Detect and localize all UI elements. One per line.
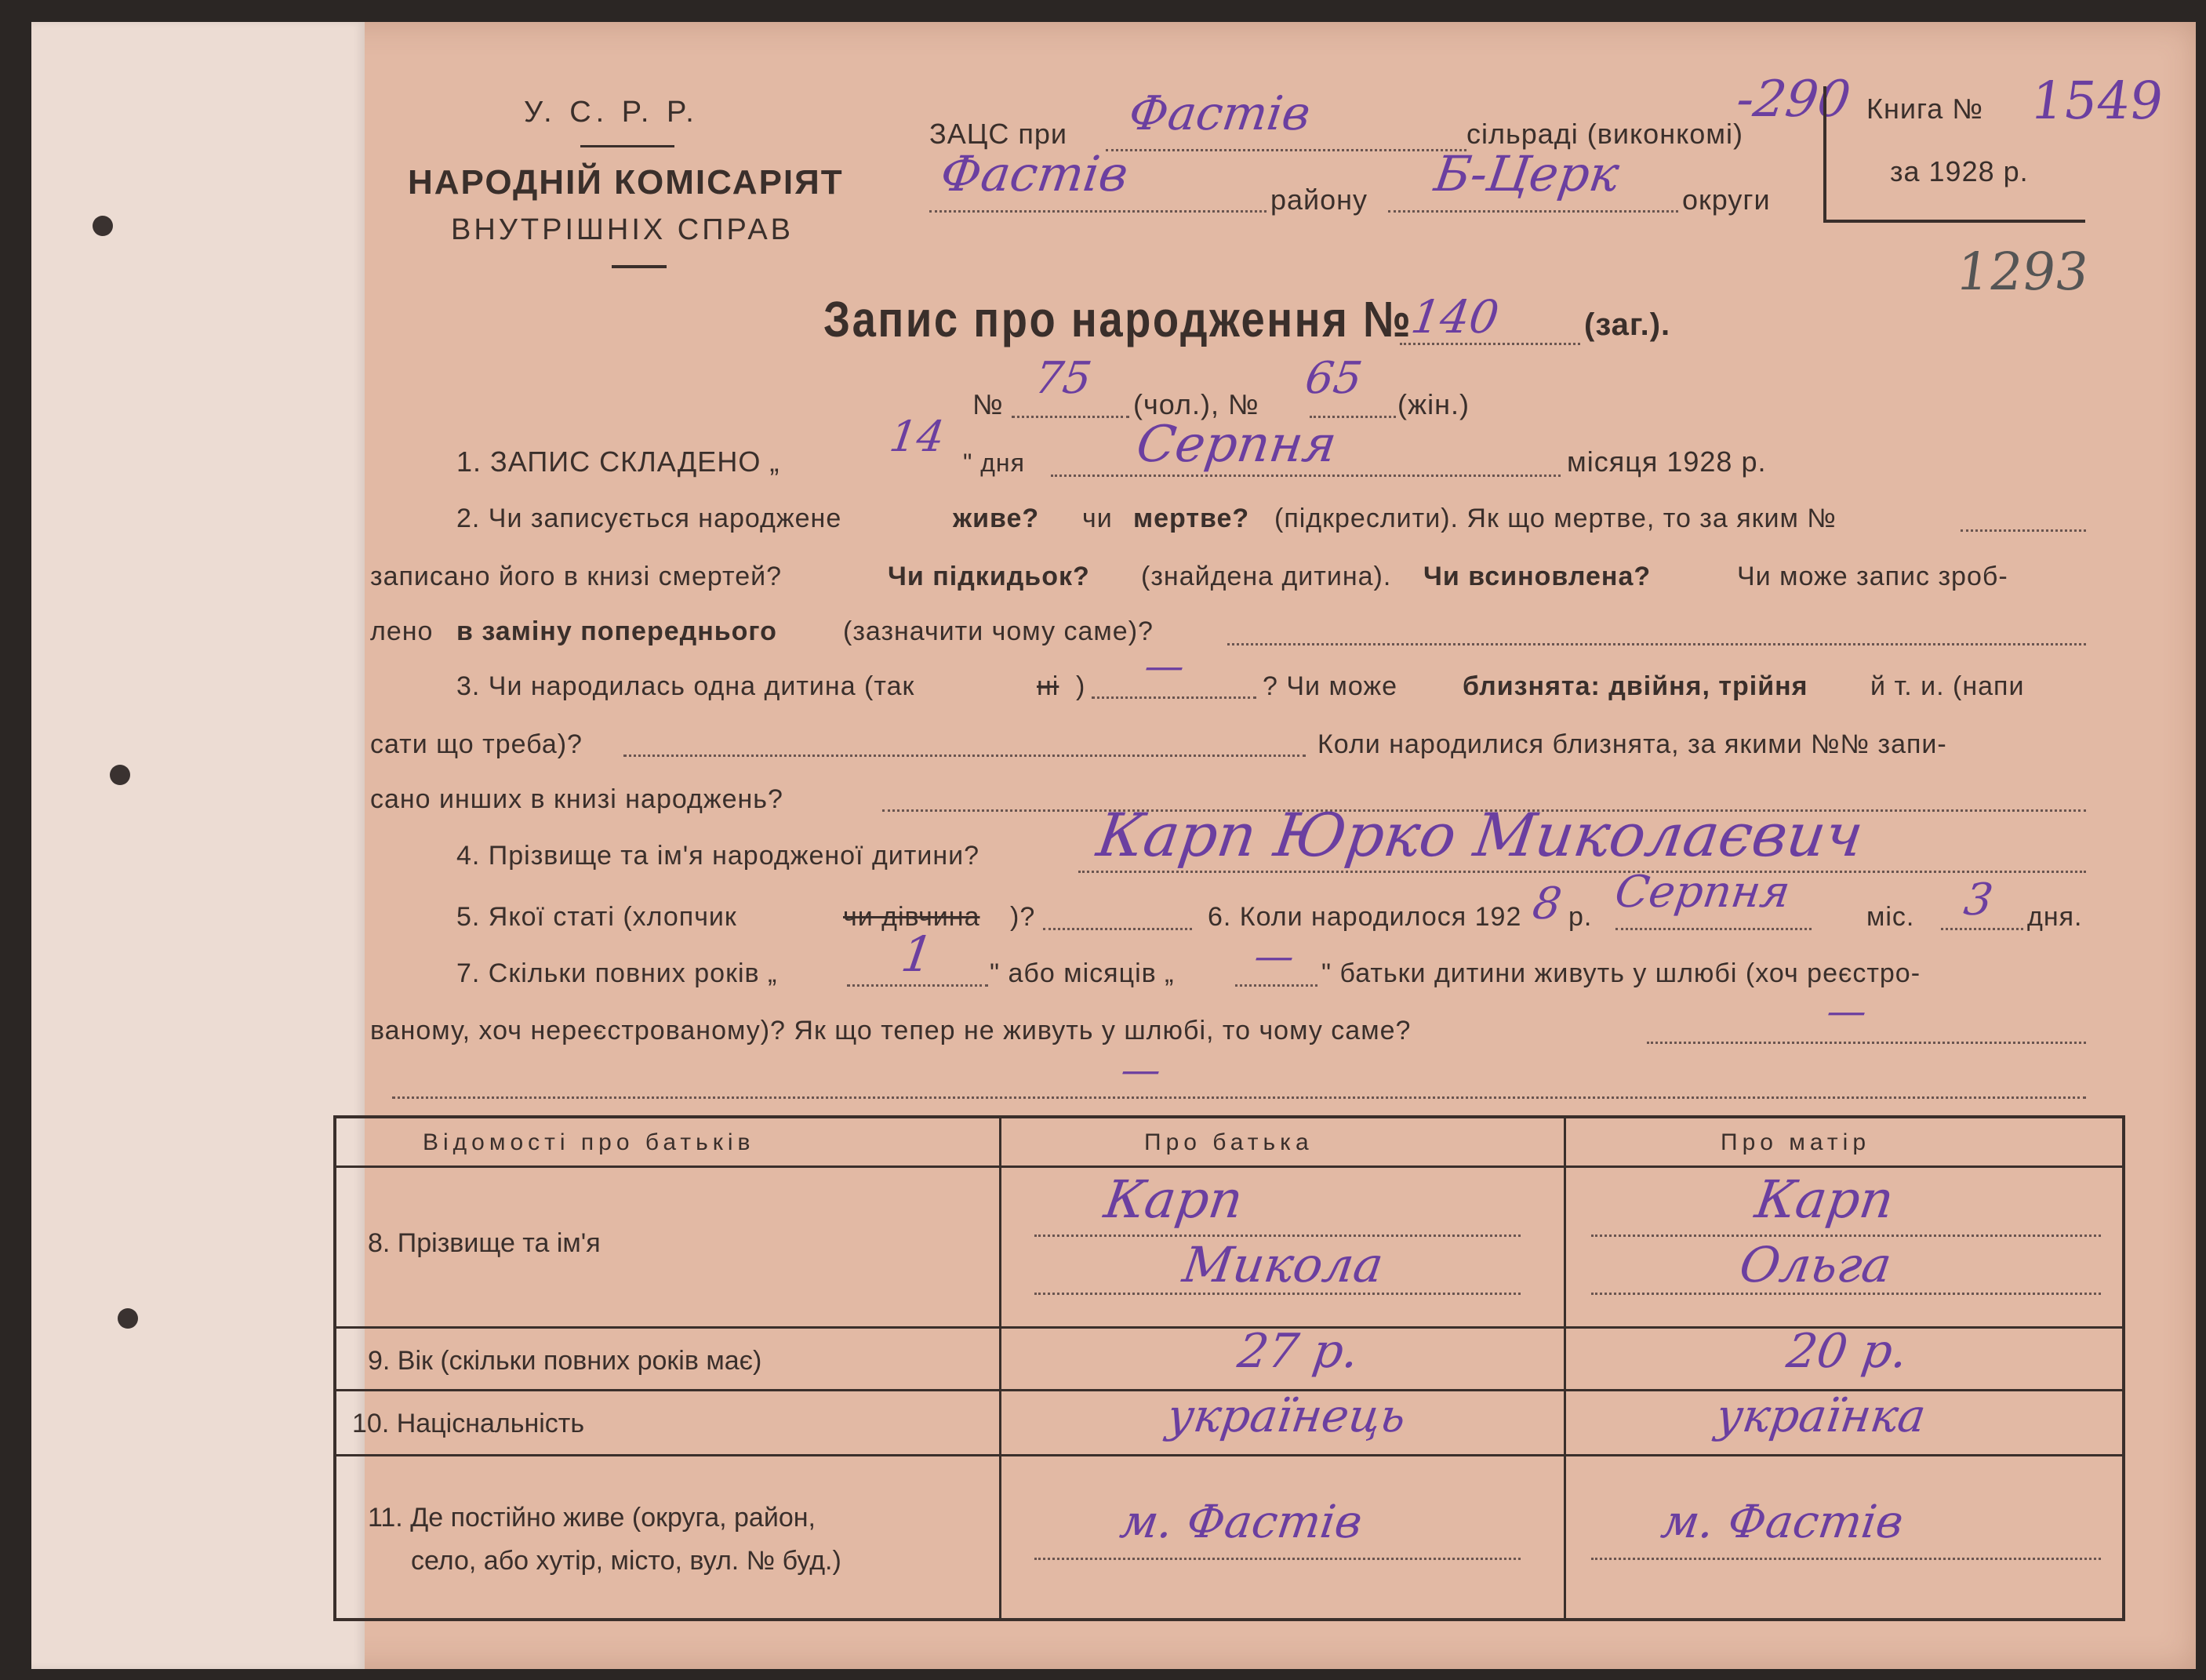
fill-line [1106, 149, 1466, 151]
punch-hole [110, 765, 130, 785]
item5-label-a: 5. Якої статі (хлопчик [456, 902, 737, 932]
punch-hole [118, 1308, 138, 1329]
record-number-handwritten: 140 [1408, 290, 1503, 344]
fill-line [1092, 696, 1256, 699]
okrug-handwritten: Б-Церк [1430, 145, 1623, 202]
row-divider [336, 1454, 2122, 1456]
item3-line1-c: ? Чи може [1263, 671, 1398, 701]
item2-alive: живе? [953, 504, 1040, 533]
item5-label-b: )? [1010, 902, 1036, 932]
item2-adopted: Чи всиновлена? [1423, 562, 1652, 591]
item6-label-d: дня. [2027, 902, 2083, 932]
book-year: за 1928 р. [1890, 155, 2029, 187]
binding-strip [31, 22, 365, 1669]
father-firstname-handwritten: Микола [1179, 1236, 1387, 1293]
row-residence-label-1: 11. Де постійно живе (округа, район, [368, 1503, 816, 1533]
row-age-label: 9. Вік (скільки повних років має) [368, 1346, 762, 1376]
item7-line1-a: 7. Скільки повних років „ [456, 958, 778, 988]
item4-label: 4. Прізвище та ім'я народженої дитини? [456, 841, 980, 871]
item2-dead: мертве? [1133, 504, 1250, 533]
item3-line2-b: Коли народилися близнята, за якими №№ запи- [1317, 729, 1947, 759]
item3-line2-a: сати що треба)? [370, 729, 583, 759]
item3-line1-d: й т. и. (напи [1870, 671, 2025, 701]
item3-dash-handwritten: — [1141, 643, 1188, 689]
header-father: Про батька [1144, 1129, 1314, 1155]
item6-label-a: 6. Коли народилося 192 [1208, 902, 1522, 932]
commissariat-title: НАРОДНІЙ КОМІСАРІЯТ [408, 163, 844, 202]
item1-month-suffix: місяця 1928 р. [1567, 445, 1767, 478]
republic-label: У. С. Р. Р. [524, 96, 699, 129]
header-info: Відомості про батьків [423, 1129, 755, 1155]
fill-line [1227, 643, 2086, 645]
item2-line1-a: 2. Чи записується народжене [456, 504, 842, 533]
fill-line [1961, 529, 2086, 532]
row-residence-label-2: село, або хутір, місто, вул. № буд.) [411, 1546, 841, 1576]
mother-residence-handwritten: м. Фастів [1658, 1495, 1907, 1548]
row-name-label: 8. Прізвище та ім'я [368, 1228, 601, 1258]
district-handwritten: Фастів [936, 145, 1132, 202]
header-mother: Про матір [1721, 1129, 1871, 1155]
corner-number-handwritten: 1293 [1952, 242, 2093, 302]
father-surname-handwritten: Карп [1100, 1169, 1247, 1230]
divider [580, 145, 674, 147]
book-prefix-handwritten: -290 [1732, 71, 1854, 129]
male-number-handwritten: 75 [1031, 353, 1095, 404]
item3-ni-struck: ні [1037, 671, 1059, 701]
item7-years-handwritten: 1 [897, 925, 937, 983]
fill-line [1078, 871, 2086, 873]
row-nationality-label: 10. Націснальність [352, 1409, 585, 1438]
item7-months-handwritten: — [1251, 933, 1298, 979]
item7-line1-c: " батьки дитини живуть у шлюбі (хоч реєстро- [1321, 958, 1921, 988]
female-number-suffix: (жін.) [1397, 388, 1470, 420]
row-divider [336, 1165, 2122, 1168]
item3-line1-b: ) [1076, 671, 1086, 701]
item5-struck: чи дівчина [843, 902, 980, 932]
fill-line [1051, 475, 1561, 477]
item7-extra-dash: — [1118, 1047, 1165, 1093]
male-number-suffix: (чол.), № [1133, 388, 1259, 420]
fill-line [847, 984, 988, 987]
selradi-label: сільраді (виконкомі) [1466, 118, 1743, 150]
item2-line1-b: (підкреслити). Як що мертве, то за яким № [1274, 504, 1837, 533]
item1-day-suffix: " дня [963, 449, 1025, 477]
item1-day-handwritten: 14 [886, 412, 948, 461]
child-name-handwritten: Карп Юрко Миколаєвич [1092, 800, 1868, 870]
item6-day-handwritten: 3 [1961, 875, 1997, 925]
item6-month-handwritten: Серпня [1612, 867, 1794, 918]
fill-line [1235, 984, 1317, 987]
mother-surname-handwritten: Карп [1751, 1169, 1898, 1230]
father-nationality-handwritten: українець [1164, 1389, 1409, 1442]
item3-twins: близнята: двійня, трійня [1463, 671, 1808, 701]
item2-or: чи [1082, 504, 1113, 533]
punch-hole [93, 216, 113, 236]
item2-foundling: Чи підкидьок? [888, 562, 1090, 591]
fill-line [1591, 1558, 2101, 1560]
item2-line3-b: (зазначити чому саме)? [843, 616, 1154, 646]
fill-line [1647, 1042, 2086, 1044]
item2-line2-b: (знайдена дитина). [1141, 562, 1392, 591]
column-divider [999, 1118, 1001, 1618]
book-number-handwritten: 1549 [2026, 71, 2168, 131]
mother-firstname-handwritten: Ольга [1735, 1236, 1895, 1293]
okrug-label: округи [1682, 184, 1771, 216]
item7-line1-b: " або місяців „ [990, 958, 1175, 988]
item1-label: 1. ЗАПИС СКЛАДЕНО „ [456, 445, 780, 478]
column-divider [1564, 1118, 1566, 1618]
fill-line [929, 210, 1267, 213]
fill-line [392, 1096, 2086, 1099]
mother-age-handwritten: 20 р. [1783, 1324, 1911, 1379]
record-title-suffix: (заг.). [1584, 307, 1671, 342]
record-title: Запис про народження № [823, 291, 1413, 347]
divider [612, 265, 667, 268]
fill-line [1615, 928, 1812, 930]
fill-line [1012, 416, 1129, 418]
fill-line [1034, 1558, 1521, 1560]
item6-year-handwritten: 8 [1529, 878, 1565, 929]
item1-month-handwritten: Серпня [1132, 416, 1340, 474]
rayon-label: району [1270, 184, 1368, 216]
parents-table [333, 1115, 2125, 1621]
fill-line [1388, 210, 1678, 213]
commissariat-subtitle: ВНУТРІШНІХ СПРАВ [451, 213, 794, 246]
item7-line2: ваному, хоч нереєстрованому)? Як що тепер не живуть у шлюбі, то чому саме? [370, 1016, 1412, 1045]
item7-dash-handwritten: — [1823, 988, 1870, 1034]
item2-line2-c: Чи може запис зроб- [1737, 562, 2008, 591]
mother-nationality-handwritten: українка [1713, 1389, 1929, 1442]
item6-label-b: р. [1568, 902, 1593, 932]
zags-place-handwritten: Фастів [1125, 86, 1314, 141]
item2-line2-a: записано його в книзі смертей? [370, 562, 783, 591]
fill-line [1043, 928, 1192, 930]
item3-line3: сано инших в книзі народжень? [370, 784, 783, 814]
female-number-handwritten: 65 [1302, 353, 1365, 404]
item3-line1-a: 3. Чи народилась одна дитина (так [456, 671, 915, 701]
father-residence-handwritten: м. Фастів [1117, 1495, 1366, 1548]
item2-line3-a: лено [370, 616, 434, 646]
item6-label-c: міс. [1866, 902, 1915, 932]
fill-line [1941, 928, 2023, 930]
number-label: № [972, 388, 1004, 420]
fill-line [623, 755, 1306, 757]
book-label: Книга № [1866, 93, 1983, 125]
father-age-handwritten: 27 р. [1234, 1324, 1362, 1379]
zags-label: ЗАЦС при [929, 118, 1068, 150]
item2-replace: в заміну попереднього [456, 616, 777, 646]
